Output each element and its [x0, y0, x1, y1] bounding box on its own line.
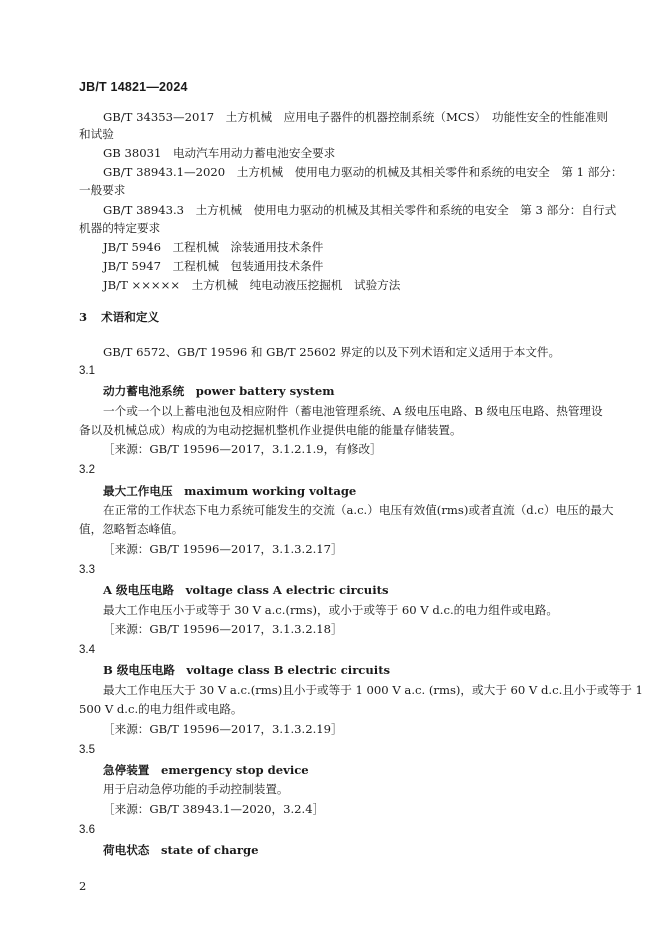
section-intro: GB/T 6572、GB/T 19596 和 GB/T 25602 界定的以及下列术语和定义适用于本文件。 — [103, 345, 561, 359]
section-number: 3 — [79, 310, 88, 324]
term-title: 最大工作电压 maximum working voltage — [103, 484, 357, 498]
term-source: ［来源：GB/T 19596—2017，3.1.3.2.17］ — [103, 542, 343, 556]
term-number: 3.3 — [79, 564, 95, 576]
document-header-id: JB/T 14821—2024 — [79, 80, 188, 94]
term-definition: 最大工作电压小于或等于 30 V a.c.(rms)，或小于或等于 60 V d.c.的电力组件或电路。 — [103, 603, 558, 617]
reference-line: GB/T 38943.1—2020 土方机械 使用电力驱动的机械及其相关零件和系统的电安全 第 1 部分： — [103, 165, 623, 179]
reference-line: JB/T ××××× 土方机械 纯电动液压挖掘机 试验方法 — [103, 278, 401, 292]
term-definition: 一个或一个以上蓄电池包及相应附件（蓄电池管理系统、A 级电压电路、B 级电压电路、热管理设 — [103, 404, 603, 418]
term-number: 3.4 — [79, 644, 95, 656]
term-definition: 用于启动急停功能的手动控制装置。 — [103, 782, 289, 796]
term-source: ［来源：GB/T 19596—2017，3.1.2.1.9，有修改］ — [103, 442, 382, 456]
term-source: ［来源：GB/T 19596—2017，3.1.3.2.18］ — [103, 622, 343, 636]
term-number: 3.1 — [79, 365, 95, 377]
page-number: 2 — [79, 879, 87, 893]
section-title: 术语和定义 — [101, 310, 160, 324]
reference-line: GB/T 34353—2017 土方机械 应用电子器件的机器控制系统（MCS） 功能性安全的性能准则 — [103, 110, 608, 124]
reference-line: GB/T 38943.3 土方机械 使用电力驱动的机械及其相关零件和系统的电安全 第 3 部分：自行式 — [103, 203, 617, 217]
term-definition: 500 V d.c.的电力组件或电路。 — [79, 702, 243, 716]
term-definition: 值，忽略暂态峰值。 — [79, 522, 184, 536]
term-source: ［来源：GB/T 38943.1—2020，3.2.4］ — [103, 802, 325, 816]
reference-line: 一般要求 — [79, 183, 126, 197]
reference-line: JB/T 5946 工程机械 涂装通用技术条件 — [103, 240, 324, 254]
term-definition: 在正常的工作状态下电力系统可能发生的交流（a.c.）电压有效值(rms)或者直流（d.c）电压的最大 — [103, 503, 614, 517]
reference-line: GB 38031 电动汽车用动力蓄电池安全要求 — [103, 146, 336, 160]
reference-line: 机器的特定要求 — [79, 221, 161, 235]
term-number: 3.2 — [79, 464, 95, 476]
term-title: B 级电压电路 voltage class B electric circuits — [103, 663, 391, 677]
term-title: 荷电状态 state of charge — [103, 843, 259, 857]
term-definition: 最大工作电压大于 30 V a.c.(rms)且小于或等于 1 000 V a.c. (rms)，或大于 60 V d.c.且小于或等于 1 — [103, 683, 643, 697]
term-source: ［来源：GB/T 19596—2017，3.1.3.2.19］ — [103, 722, 343, 736]
term-number: 3.6 — [79, 824, 95, 836]
term-title: 急停装置 emergency stop device — [103, 763, 309, 777]
section-heading — [79, 310, 159, 324]
term-number: 3.5 — [79, 744, 95, 756]
reference-line: 和试验 — [79, 127, 114, 141]
term-title: 动力蓄电池系统 power battery system — [103, 384, 335, 398]
reference-line: JB/T 5947 工程机械 包装通用技术条件 — [103, 259, 324, 273]
term-title: A 级电压电路 voltage class A electric circuits — [103, 583, 389, 597]
term-definition: 备以及机械总成）构成的为电动挖掘机整机作业提供电能的能量存储装置。 — [79, 423, 462, 437]
